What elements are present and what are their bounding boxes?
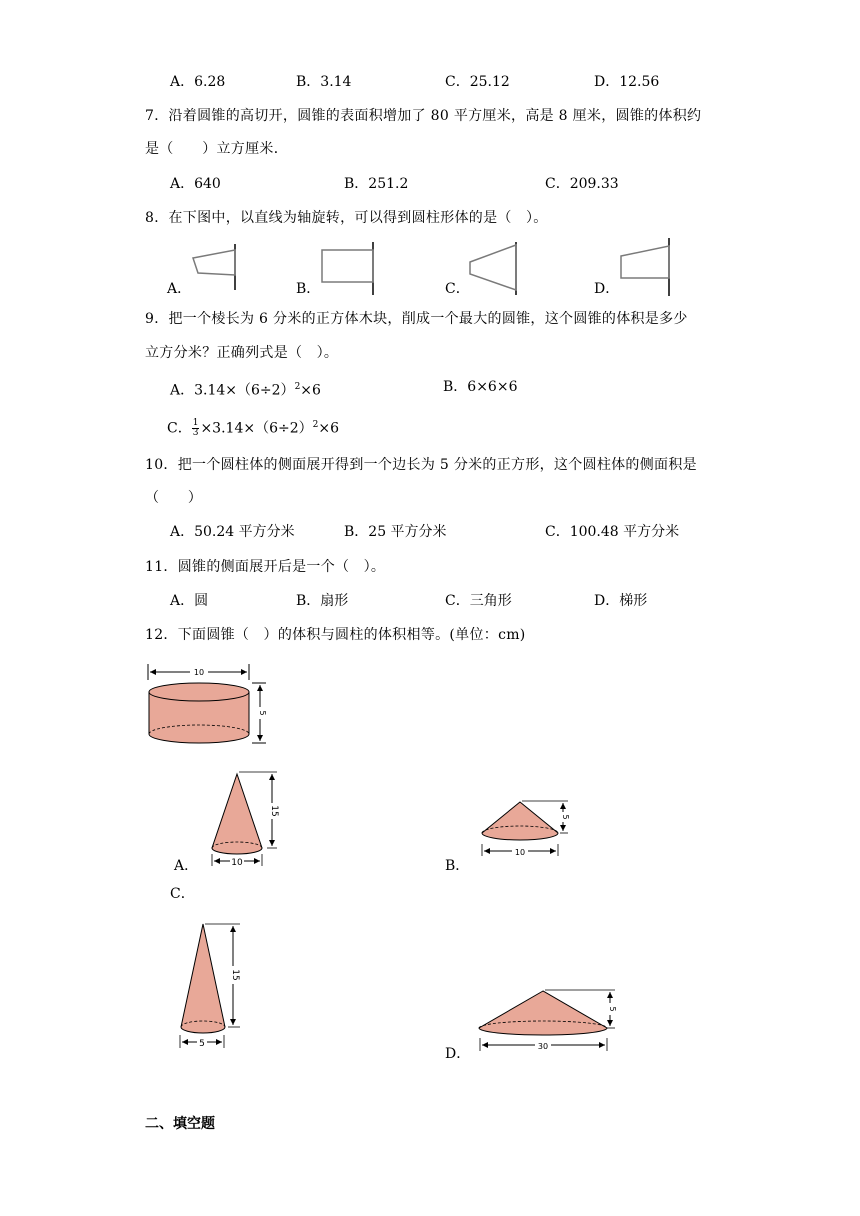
q7-text-line1: 7．沿着圆锥的高切开，圆锥的表面积增加了 80 平方厘米，高是 8 厘米，圆锥的体积约	[145, 108, 702, 124]
cone-c-height-label: 15	[230, 969, 240, 981]
q11-option-a: A．圆	[170, 593, 209, 609]
q10-text-line1: 10．把一个圆柱体的侧面展开得到一个边长为 5 分米的正方形，这个圆柱体的侧面积是	[145, 457, 697, 473]
section-2-title: 二、填空题	[145, 1116, 215, 1132]
q8-option-c: C．	[445, 281, 470, 297]
cone-a-base-label: 10	[231, 858, 243, 868]
q9-option-c: C． $\frac{1}{3}$ $\times 3.14\times(6\div 2)^2\times 6$	[167, 418, 340, 439]
cone-d-label: D．	[445, 1046, 471, 1062]
q8-option-d: D．	[594, 281, 620, 297]
q7-option-b: B．251.2	[344, 176, 409, 192]
cone-c-figure	[176, 920, 246, 1052]
q9-text-line1: 9．把一个棱长为 6 分米的正方体木块，削成一个最大的圆锥，这个圆锥的体积是多少	[145, 311, 688, 327]
q8-option-b: B．	[296, 281, 321, 297]
cone-d-base-label: 30	[537, 1042, 549, 1051]
q12-text: 12．下面圆锥（ ）的体积与圆柱的体积相等。(单位：cm)	[145, 627, 526, 643]
q11-option-c: C．三角形	[445, 593, 512, 609]
q10-option-c: C．100.48 平方分米	[545, 524, 680, 540]
q8-shape-c	[465, 240, 520, 295]
q8-shape-a	[190, 240, 240, 295]
q10-option-b: B．25 平方分米	[344, 524, 447, 540]
cylinder-figure	[140, 662, 275, 752]
q7-option-c: C．209.33	[545, 176, 619, 192]
q10-text-line2: （ ）	[145, 490, 203, 506]
q9-option-b: B．6×6×6	[443, 379, 518, 395]
cone-d-height-label: 5	[608, 1006, 617, 1012]
q7-text-line2: 是（ ）立方厘米．	[145, 141, 288, 157]
cone-b-figure	[478, 798, 578, 863]
cone-a-height-label: 15	[269, 805, 279, 817]
q11-option-b: B．扇形	[296, 593, 349, 609]
fraction-one-third: $\frac{1}{3}$	[192, 418, 199, 439]
q8-shape-d	[618, 238, 673, 296]
q11-option-d: D．梯形	[594, 593, 648, 609]
cone-c-base-label: 5	[199, 1039, 205, 1049]
q6-option-d: D．12.56	[594, 74, 660, 90]
q8-text: 8．在下图中，以直线为轴旋转，可以得到圆柱形体的是（ ）。	[145, 210, 548, 226]
q7-option-a: A．640	[170, 176, 221, 192]
cone-a-figure	[205, 768, 285, 873]
q9-option-a: A．$3.14\times(6\div 2)^2\times 6$	[170, 382, 321, 399]
q6-option-b: B．3.14	[296, 74, 352, 90]
q8-shape-b	[318, 240, 378, 295]
q10-option-a: A．50.24 平方分米	[170, 524, 295, 540]
q9-text-line2: 立方分米？正确列式是（ ）。	[145, 345, 339, 361]
cylinder-height-label: 5	[258, 710, 267, 716]
cone-b-base-label: 10	[514, 848, 526, 857]
cone-a-label: A．	[174, 858, 199, 874]
cone-d-figure	[475, 985, 620, 1057]
cone-b-height-label: 5	[561, 814, 570, 820]
cylinder-diameter-label: 10	[193, 668, 205, 677]
q6-option-a: A．6.28	[170, 74, 226, 90]
q11-text: 11．圆锥的侧面展开后是一个（ ）。	[145, 559, 386, 575]
cone-b-label: B．	[445, 858, 470, 874]
cone-c-label: C．	[170, 886, 195, 902]
q8-option-a: A．	[167, 281, 192, 297]
q6-option-c: C．25.12	[445, 74, 510, 90]
